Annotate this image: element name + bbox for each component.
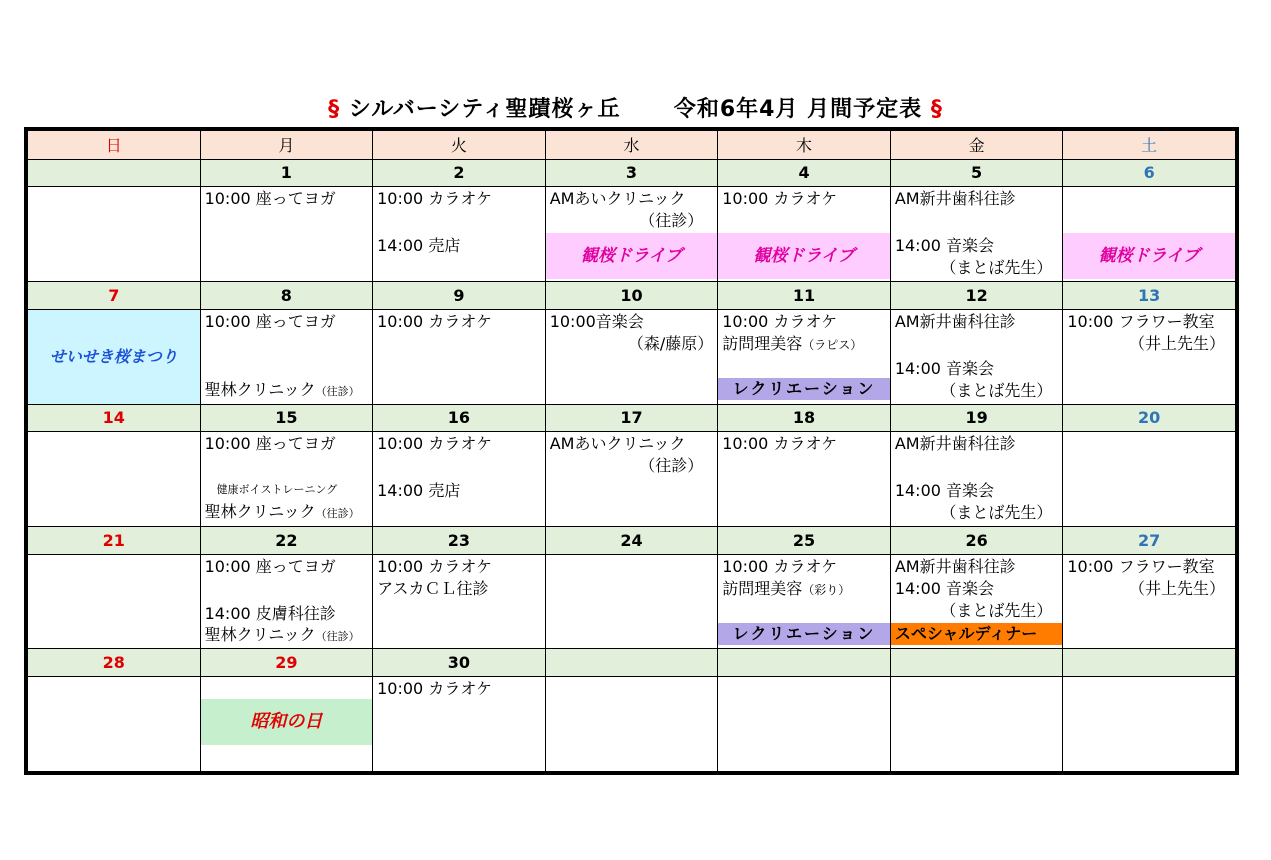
date-cell: 11 — [718, 282, 891, 310]
weekday-sat: 土 — [1063, 131, 1236, 160]
date-cell: 7 — [28, 282, 201, 310]
event-text: （まとば先生） — [940, 503, 1053, 523]
date-cell — [890, 649, 1063, 677]
event-text: 10:00 カラオケ — [722, 556, 838, 576]
date-cell: 16 — [373, 404, 546, 432]
event-text: （往診） — [639, 456, 704, 476]
date-cell: 6 — [1063, 159, 1236, 187]
event-text: 10:00 カラオケ — [722, 434, 838, 454]
date-cell: 10 — [545, 282, 718, 310]
date-cell: 1 — [200, 159, 373, 187]
event-text: 14:00 音楽会 — [894, 481, 995, 501]
cherry-blossom-drive-event: 観桜ドライブ — [1063, 233, 1235, 279]
event-text: 訪問理美容（ラピス） — [722, 333, 863, 353]
day-cell — [890, 432, 1063, 527]
date-cell: 8 — [200, 282, 373, 310]
schedule-row — [28, 554, 1236, 649]
weekday-sun: 日 — [28, 131, 201, 160]
schedule-row — [28, 309, 1236, 404]
day-cell — [1063, 677, 1236, 772]
weekday-fri: 金 — [890, 131, 1063, 160]
day-cell — [200, 554, 373, 649]
weekday-thu: 木 — [718, 131, 891, 160]
page-title — [0, 92, 1271, 123]
event-text: 10:00 カラオケ — [377, 434, 493, 454]
date-cell: 13 — [1063, 282, 1236, 310]
date-cell: 29 — [200, 649, 373, 677]
event-text: 10:00 フラワー教室 — [1067, 556, 1215, 576]
day-cell — [718, 554, 891, 649]
date-row — [28, 282, 1236, 310]
event-text: 10:00 カラオケ — [722, 189, 838, 209]
event-text: 10:00 カラオケ — [377, 189, 493, 209]
day-cell — [545, 187, 718, 282]
day-cell — [200, 309, 373, 404]
date-cell — [1063, 649, 1236, 677]
event-text: 訪問理美容（彩り） — [722, 578, 851, 598]
event-text: 10:00 カラオケ — [377, 679, 493, 698]
event-text: 10:00 カラオケ — [377, 311, 493, 331]
day-cell — [890, 554, 1063, 649]
day-cell — [1063, 309, 1236, 404]
day-cell — [890, 309, 1063, 404]
date-cell: 4 — [718, 159, 891, 187]
event-text: 14:00 皮膚科往診 — [204, 603, 336, 623]
event-text: 10:00音楽会 — [549, 311, 644, 331]
weekday-wed: 水 — [545, 131, 718, 160]
day-cell — [890, 187, 1063, 282]
event-text: 10:00 座ってヨガ — [204, 434, 336, 454]
date-row — [28, 649, 1236, 677]
day-cell — [718, 187, 891, 282]
day-cell — [28, 677, 201, 772]
event-text: 10:00 座ってヨガ — [204, 556, 336, 576]
date-cell: 30 — [373, 649, 546, 677]
date-cell: 14 — [28, 404, 201, 432]
day-cell — [890, 677, 1063, 772]
day-cell — [200, 432, 373, 527]
day-cell — [545, 309, 718, 404]
day-cell — [718, 677, 891, 772]
event-text: 14:00 音楽会 — [894, 358, 995, 378]
day-cell — [718, 432, 891, 527]
event-text: （まとば先生） — [940, 380, 1053, 400]
cherry-blossom-drive-event: 観桜ドライブ — [546, 233, 718, 279]
event-text: AM新井歯科往診 — [894, 434, 1016, 454]
date-cell: 18 — [718, 404, 891, 432]
date-cell: 2 — [373, 159, 546, 187]
event-text: AM新井歯科往診 — [894, 311, 1016, 331]
schedule-row — [28, 677, 1236, 772]
event-text: アスカＣＬ往診 — [377, 578, 489, 598]
event-text: 健康ボイストレーニング — [216, 483, 338, 497]
date-cell: 12 — [890, 282, 1063, 310]
date-cell: 26 — [890, 526, 1063, 554]
day-cell — [200, 187, 373, 282]
event-text: 10:00 座ってヨガ — [204, 189, 336, 209]
date-cell: 3 — [545, 159, 718, 187]
event-text: 10:00 座ってヨガ — [204, 311, 336, 331]
date-row — [28, 159, 1236, 187]
event-text: 14:00 売店 — [377, 236, 461, 256]
date-cell: 23 — [373, 526, 546, 554]
day-cell — [28, 187, 201, 282]
facility-name: シルバーシティ聖蹟桜ヶ丘 — [348, 97, 621, 122]
recreation-event: レクリエーション — [718, 378, 890, 400]
event-text: 10:00 カラオケ — [722, 311, 838, 331]
date-cell: 27 — [1063, 526, 1236, 554]
date-cell: 25 — [718, 526, 891, 554]
section-mark-left: § — [328, 97, 341, 122]
schedule-row — [28, 187, 1236, 282]
event-text: （まとば先生） — [940, 600, 1053, 620]
special-dinner-event: スペシャルディナー — [891, 623, 1063, 645]
monthly-calendar — [24, 127, 1239, 775]
date-cell: 15 — [200, 404, 373, 432]
period-label: 令和6年4月 — [673, 97, 799, 122]
date-cell: 5 — [890, 159, 1063, 187]
event-text: （井上先生） — [1128, 578, 1225, 598]
event-text: （往診） — [639, 211, 704, 231]
date-row — [28, 404, 1236, 432]
day-cell — [28, 309, 201, 404]
date-cell: 19 — [890, 404, 1063, 432]
weekday-header-row — [28, 131, 1236, 160]
date-cell — [718, 649, 891, 677]
date-cell: 28 — [28, 649, 201, 677]
day-cell — [1063, 432, 1236, 527]
event-text: 10:00 フラワー教室 — [1067, 311, 1215, 331]
date-cell: 21 — [28, 526, 201, 554]
event-text: 聖林クリニック（往診） — [204, 502, 360, 522]
weekday-mon: 月 — [200, 131, 373, 160]
event-text: AM新井歯科往診 — [894, 556, 1016, 576]
day-cell — [545, 677, 718, 772]
date-cell: 9 — [373, 282, 546, 310]
date-cell: 17 — [545, 404, 718, 432]
event-text: （井上先生） — [1128, 333, 1225, 353]
date-cell: 20 — [1063, 404, 1236, 432]
event-text: AM新井歯科往診 — [894, 189, 1016, 209]
event-text: 聖林クリニック（往診） — [204, 624, 360, 644]
event-text: 聖林クリニック（往診） — [204, 379, 360, 399]
day-cell — [373, 309, 546, 404]
sakura-festival-event: せいせき桜まつり — [49, 346, 178, 366]
schedule-label: 月間予定表 — [807, 97, 923, 122]
cherry-blossom-drive-event: 観桜ドライブ — [718, 233, 890, 279]
date-cell — [28, 159, 201, 187]
showa-day-holiday: 昭和の日 — [201, 699, 373, 745]
day-cell — [28, 554, 201, 649]
day-cell — [718, 309, 891, 404]
day-cell — [200, 677, 373, 772]
day-cell — [1063, 187, 1236, 282]
day-cell — [373, 187, 546, 282]
day-cell — [28, 432, 201, 527]
section-mark-right: § — [930, 97, 943, 122]
event-text: AMあいクリニック — [549, 434, 686, 454]
day-cell — [373, 432, 546, 527]
weekday-tue: 火 — [373, 131, 546, 160]
schedule-row — [28, 432, 1236, 527]
event-text: 14:00 音楽会 — [894, 578, 995, 598]
day-cell — [545, 432, 718, 527]
date-cell — [545, 649, 718, 677]
event-text: 14:00 売店 — [377, 481, 461, 501]
recreation-event: レクリエーション — [718, 623, 890, 645]
day-cell — [373, 554, 546, 649]
event-text: 10:00 カラオケ — [377, 556, 493, 576]
date-cell: 24 — [545, 526, 718, 554]
day-cell — [1063, 554, 1236, 649]
event-text: 14:00 音楽会 — [894, 236, 995, 256]
event-text: AMあいクリニック — [549, 189, 686, 209]
date-cell: 22 — [200, 526, 373, 554]
day-cell — [545, 554, 718, 649]
day-cell — [373, 677, 546, 772]
event-text: （森/藤原） — [627, 333, 714, 353]
event-text: （まとば先生） — [940, 258, 1053, 278]
date-row — [28, 526, 1236, 554]
